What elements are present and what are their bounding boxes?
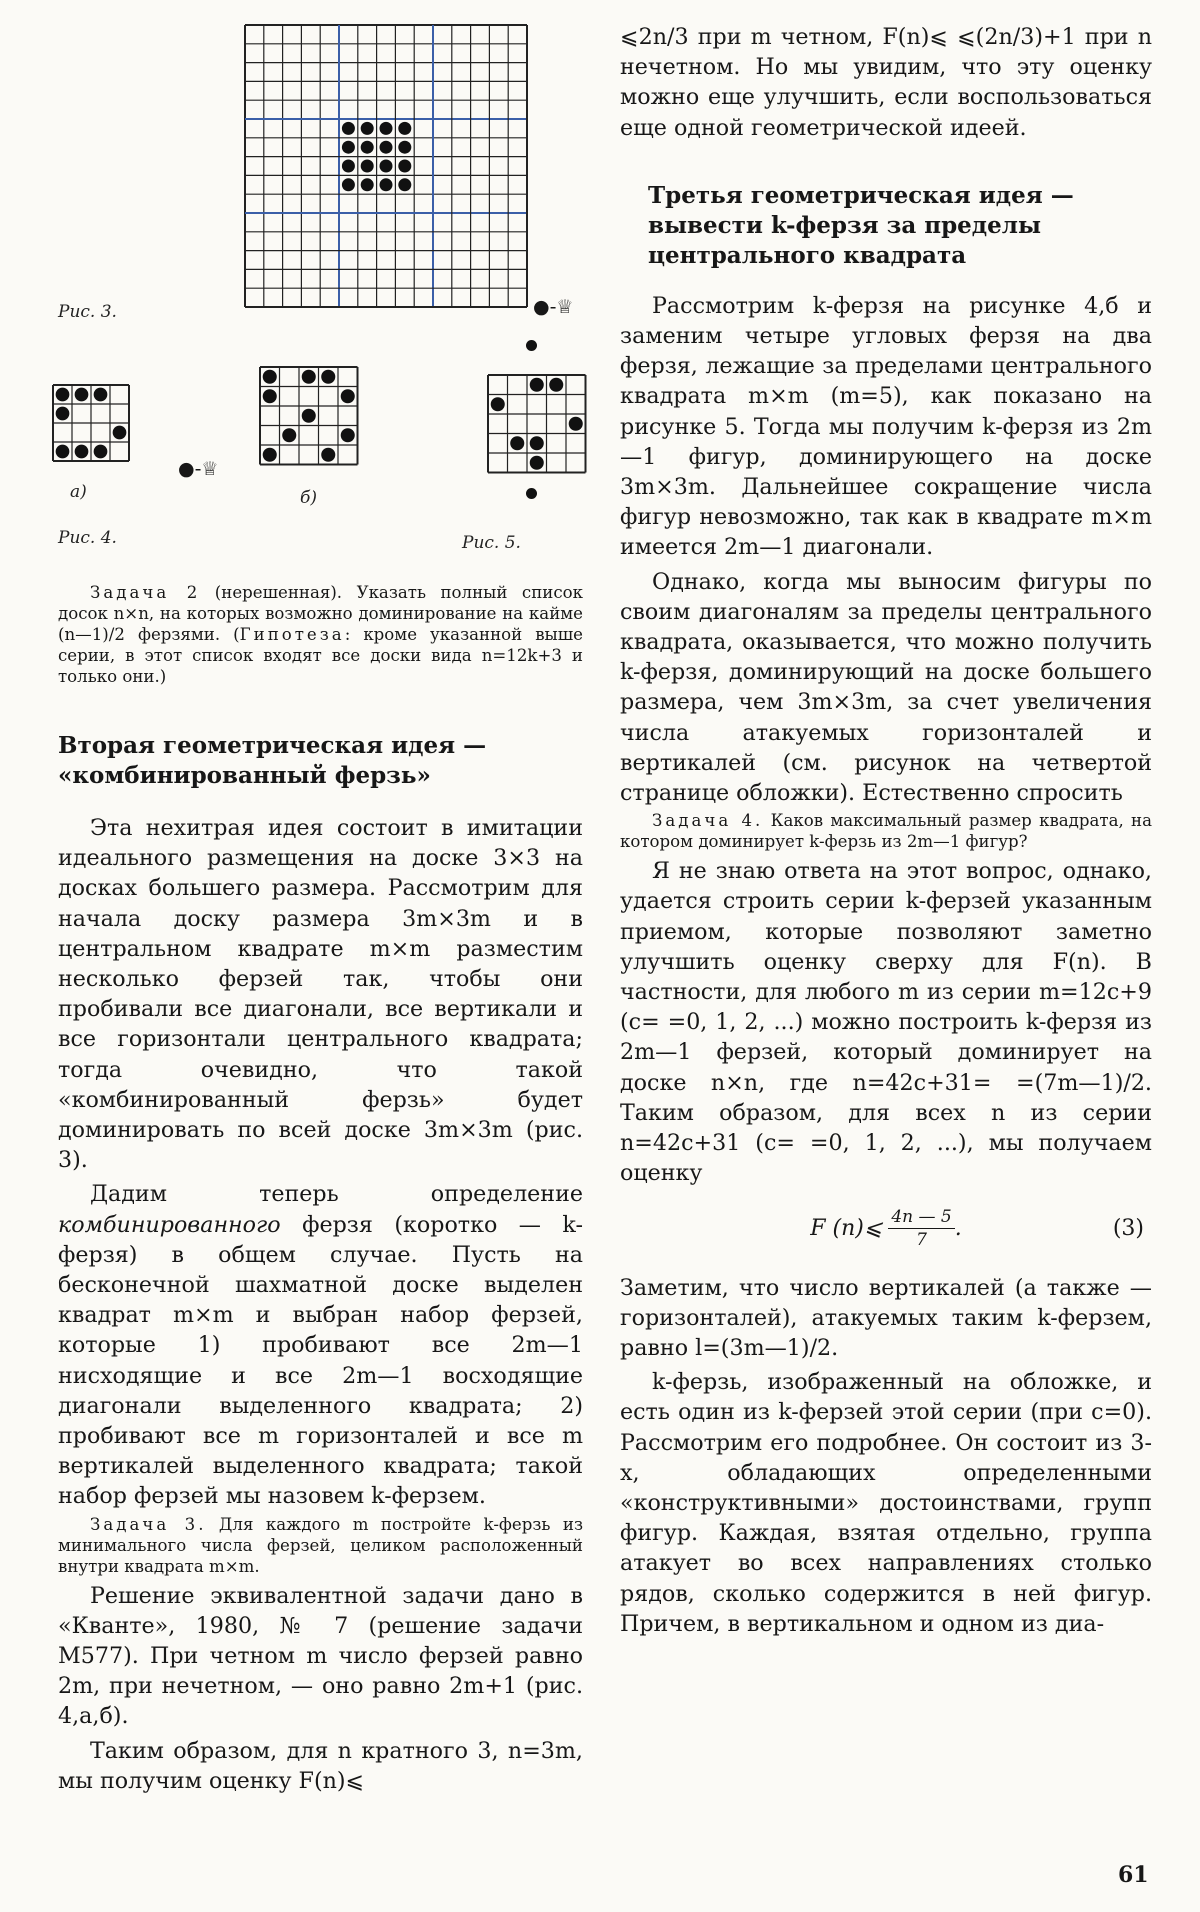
section-heading-second-idea: Вторая геометрическая идея — «комбинированный ферзь»	[58, 732, 487, 789]
figure-5-board	[488, 375, 586, 473]
queen-dot	[569, 417, 583, 431]
figure-4b-label: б)	[300, 488, 318, 508]
queen-dot	[380, 141, 393, 154]
paragraph-series: Я не знаю ответа на этот вопрос, однако, удается строить серии k-ферзей указанным приемом, которые позволяют заметно улучшить оценку сверху для F(n). В частности, для любого m из серии m=12c+9 (c= =0, 1, 2, ...) можно построить k-ферзя из 2m—1 ферзей, который доминирует на доске n×n, где n=42c+31= =(7m—1)/2. Таким образом, для всех n из серии n=42c+31 (c= =0, 1, 2, ...), мы получаем оценку	[620, 858, 1152, 1187]
queen-dot	[398, 178, 411, 191]
queen-dot	[263, 389, 277, 403]
right-column	[620, 22, 1152, 1639]
hypothesis-label: Гипотеза	[239, 625, 345, 644]
queen-dot	[321, 448, 335, 462]
figure-3-queen-marker: ●-♕	[533, 296, 574, 318]
queen-dot	[380, 122, 393, 135]
problem-3-text: Для каждого m постройте k-ферзь из минимального числа ферзей, целиком расположенный внутри квадрата m×m.	[58, 1514, 583, 1576]
queen-dot	[530, 456, 544, 470]
queen-dot	[380, 178, 393, 191]
problem-3	[58, 1514, 583, 1577]
problem-2-label: Задача 2	[90, 583, 201, 602]
queen-dot	[94, 388, 108, 402]
queen-dot	[530, 436, 544, 450]
queen-dot	[75, 388, 89, 402]
queen-dot	[549, 378, 563, 392]
problem-4	[620, 810, 1152, 852]
queen-dot	[510, 436, 524, 450]
paragraph-verticals: Заметим, что число вертикалей (а также — горизонталей), атакуемых таким k-ферзем, равно l=(3m—1)/2.	[620, 1274, 1152, 1361]
queen-dot	[263, 370, 277, 384]
paragraph-cover-k-queen: k-ферзь, изображенный на обложке, и есть один из k-ферзей этой серии (при c=0). Рассмотрим его подробнее. Он состоит из 3-х, обладающих определенными «конструктивными» достоинствами, групп фигур. Каждая, взятая отдельно, группа атакует во всех направлениях столько рядов, сколько содержится в ней фигур. Причем, в вертикальном и одном из диа-	[620, 1369, 1152, 1637]
paragraph-estimate-continued: ⩽2n/3 при m четном, F(n)⩽ ⩽(2n/3)+1 при n нечетном. Но мы увидим, что эту оценку можно еще улучшить, если воспользоваться еще одной геометрической идеей.	[620, 24, 1152, 141]
problem-2-text: (нерешенная). Указать полный список досок n×n, на которых возможно доминирование на кайме (n—1)/2 ферзями. (	[58, 583, 583, 644]
paragraph-third-idea-intro: Рассмотрим k-ферзя на рисунке 4,б и заменим четыре угловых ферзя на два ферзя, лежащие за пределами центрального квадрата m×m (m=5), как показано на рисунке 5. Тогда мы получим k-ферзя из 2m—1 фигур, доминирующего на доске 3m×3m. Дальнейшее сокращение числа фигур невозможно, так как в квадрате m×m имеется 2m—1 диагонали.	[620, 292, 1152, 561]
figure-4-caption: Рис. 4.	[58, 528, 117, 548]
figure-5-caption: Рис. 5.	[462, 533, 521, 553]
queen-dot	[94, 445, 108, 459]
problem-2	[58, 582, 583, 687]
queen-dot	[263, 448, 277, 462]
queen-dot	[302, 409, 316, 423]
figure-4a-board	[53, 385, 131, 463]
queen-dot	[380, 160, 393, 173]
queen-dot	[361, 141, 374, 154]
formula-numerator: 4n — 5	[888, 1206, 954, 1229]
figure-5-bottom-dot	[526, 488, 537, 499]
figure-5-top-dot	[526, 340, 537, 351]
queen-dot	[361, 122, 374, 135]
paragraph-k-queen-definition	[58, 1179, 583, 1511]
queen-dot	[75, 445, 89, 459]
para2-start: Дадим теперь определение	[90, 1181, 583, 1208]
queen-dot	[361, 178, 374, 191]
queen-dot	[56, 445, 70, 459]
paragraph-second-idea-intro: Эта нехитрая идея состоит в имитации идеального размещения на доске 3×3 на досках большего размера. Рассмотрим для начала доску размера 3m×3m и в центральном квадрате m×m разместим несколько ферзей так, чтобы они пробивали все диагонали, все вертикали и все горизонтали центрального квадрата; тогда очевидно, что такой «комбинированный ферзь» будет доминировать по всей доске 3m×3m (рис. 3).	[58, 815, 583, 1174]
formula-period: .	[954, 1216, 962, 1241]
queen-dot	[56, 388, 70, 402]
formula-lhs: F (n)⩽	[810, 1216, 883, 1241]
queen-dot	[302, 370, 316, 384]
queen-dot	[56, 407, 70, 421]
queen-dot	[113, 426, 127, 440]
paragraph-solution-reference: Решение эквивалентной задачи дано в «Кванте», 1980, № 7 (решение задачи М577). При четном m число ферзей равно 2m, при нечетном, — оно равно 2m+1 (рис. 4,а,б).	[58, 1582, 583, 1730]
figure-3-caption: Рис. 3.	[58, 302, 117, 322]
paragraph-outside-square: Однако, когда мы выносим фигуры по своим диагоналям за пределы центрального квадрата, оказывается, что можно получить k-ферзя, доминирующий на доске большего размера, чем 3m×3m, за счет увеличения числа атакуемых горизонталей и вертикалей (см. рисунок на четвертой странице обложки). Естественно спросить	[620, 568, 1152, 807]
queen-dot	[321, 370, 335, 384]
queen-dot	[398, 141, 411, 154]
queen-dot	[530, 378, 544, 392]
figure-4a-label: а)	[70, 482, 87, 502]
formula-3	[620, 1189, 1152, 1269]
queen-dot	[282, 428, 296, 442]
figure-4b-board	[260, 367, 358, 465]
formula-fraction	[888, 1206, 954, 1251]
queen-dot	[341, 428, 355, 442]
queen-dot	[342, 178, 355, 191]
left-column	[58, 582, 583, 1796]
formula-denominator: 7	[916, 1230, 927, 1250]
queen-dot	[342, 122, 355, 135]
problem-4-label: Задача 4.	[652, 811, 764, 831]
hypothesis-text: : кроме указанной выше серии, в этот список входят все доски вида n=12k+3 и только они.)	[58, 625, 584, 686]
para2-emphasis: комбинированного	[58, 1211, 281, 1238]
queen-dot	[361, 160, 374, 173]
queen-dot	[398, 122, 411, 135]
queen-dot	[491, 397, 505, 411]
figure-3-board	[245, 25, 527, 307]
paragraph-estimate-start: Таким образом, для n кратного 3, n=3m, мы получим оценку F(n)⩽	[58, 1737, 583, 1794]
problem-3-label: Задача 3.	[90, 1514, 207, 1534]
para2-rest: ферзя (коротко — k-ферзя) в общем случае. Пусть на бесконечной шахматной доске выделен квадрат m×m и выбран набор ферзей, которые 1) пробивают все 2m—1 нисходящие и все 2m—1 восходящие диагонали выделенного квадрата; 2) пробивают все m горизонталей и все m вертикалей выделенного квадрата; такой набор ферзей мы назовем k-ферзем.	[58, 1211, 583, 1510]
figure-4-queen-marker: ●-♕	[178, 458, 219, 480]
section-heading-third-idea: Третья геометрическая идея — вывести k-ферзя за пределы центрального квадрата	[648, 181, 1074, 269]
queen-dot	[342, 141, 355, 154]
queen-dot	[398, 160, 411, 173]
page-number: 61	[1118, 1862, 1149, 1888]
formula-number: (3)	[1112, 1216, 1144, 1241]
queen-dot	[341, 389, 355, 403]
problem-4-text: Каков максимальный размер квадрата, на котором доминирует k-ферзь из 2m—1 фигур?	[620, 811, 1152, 852]
queen-dot	[342, 160, 355, 173]
